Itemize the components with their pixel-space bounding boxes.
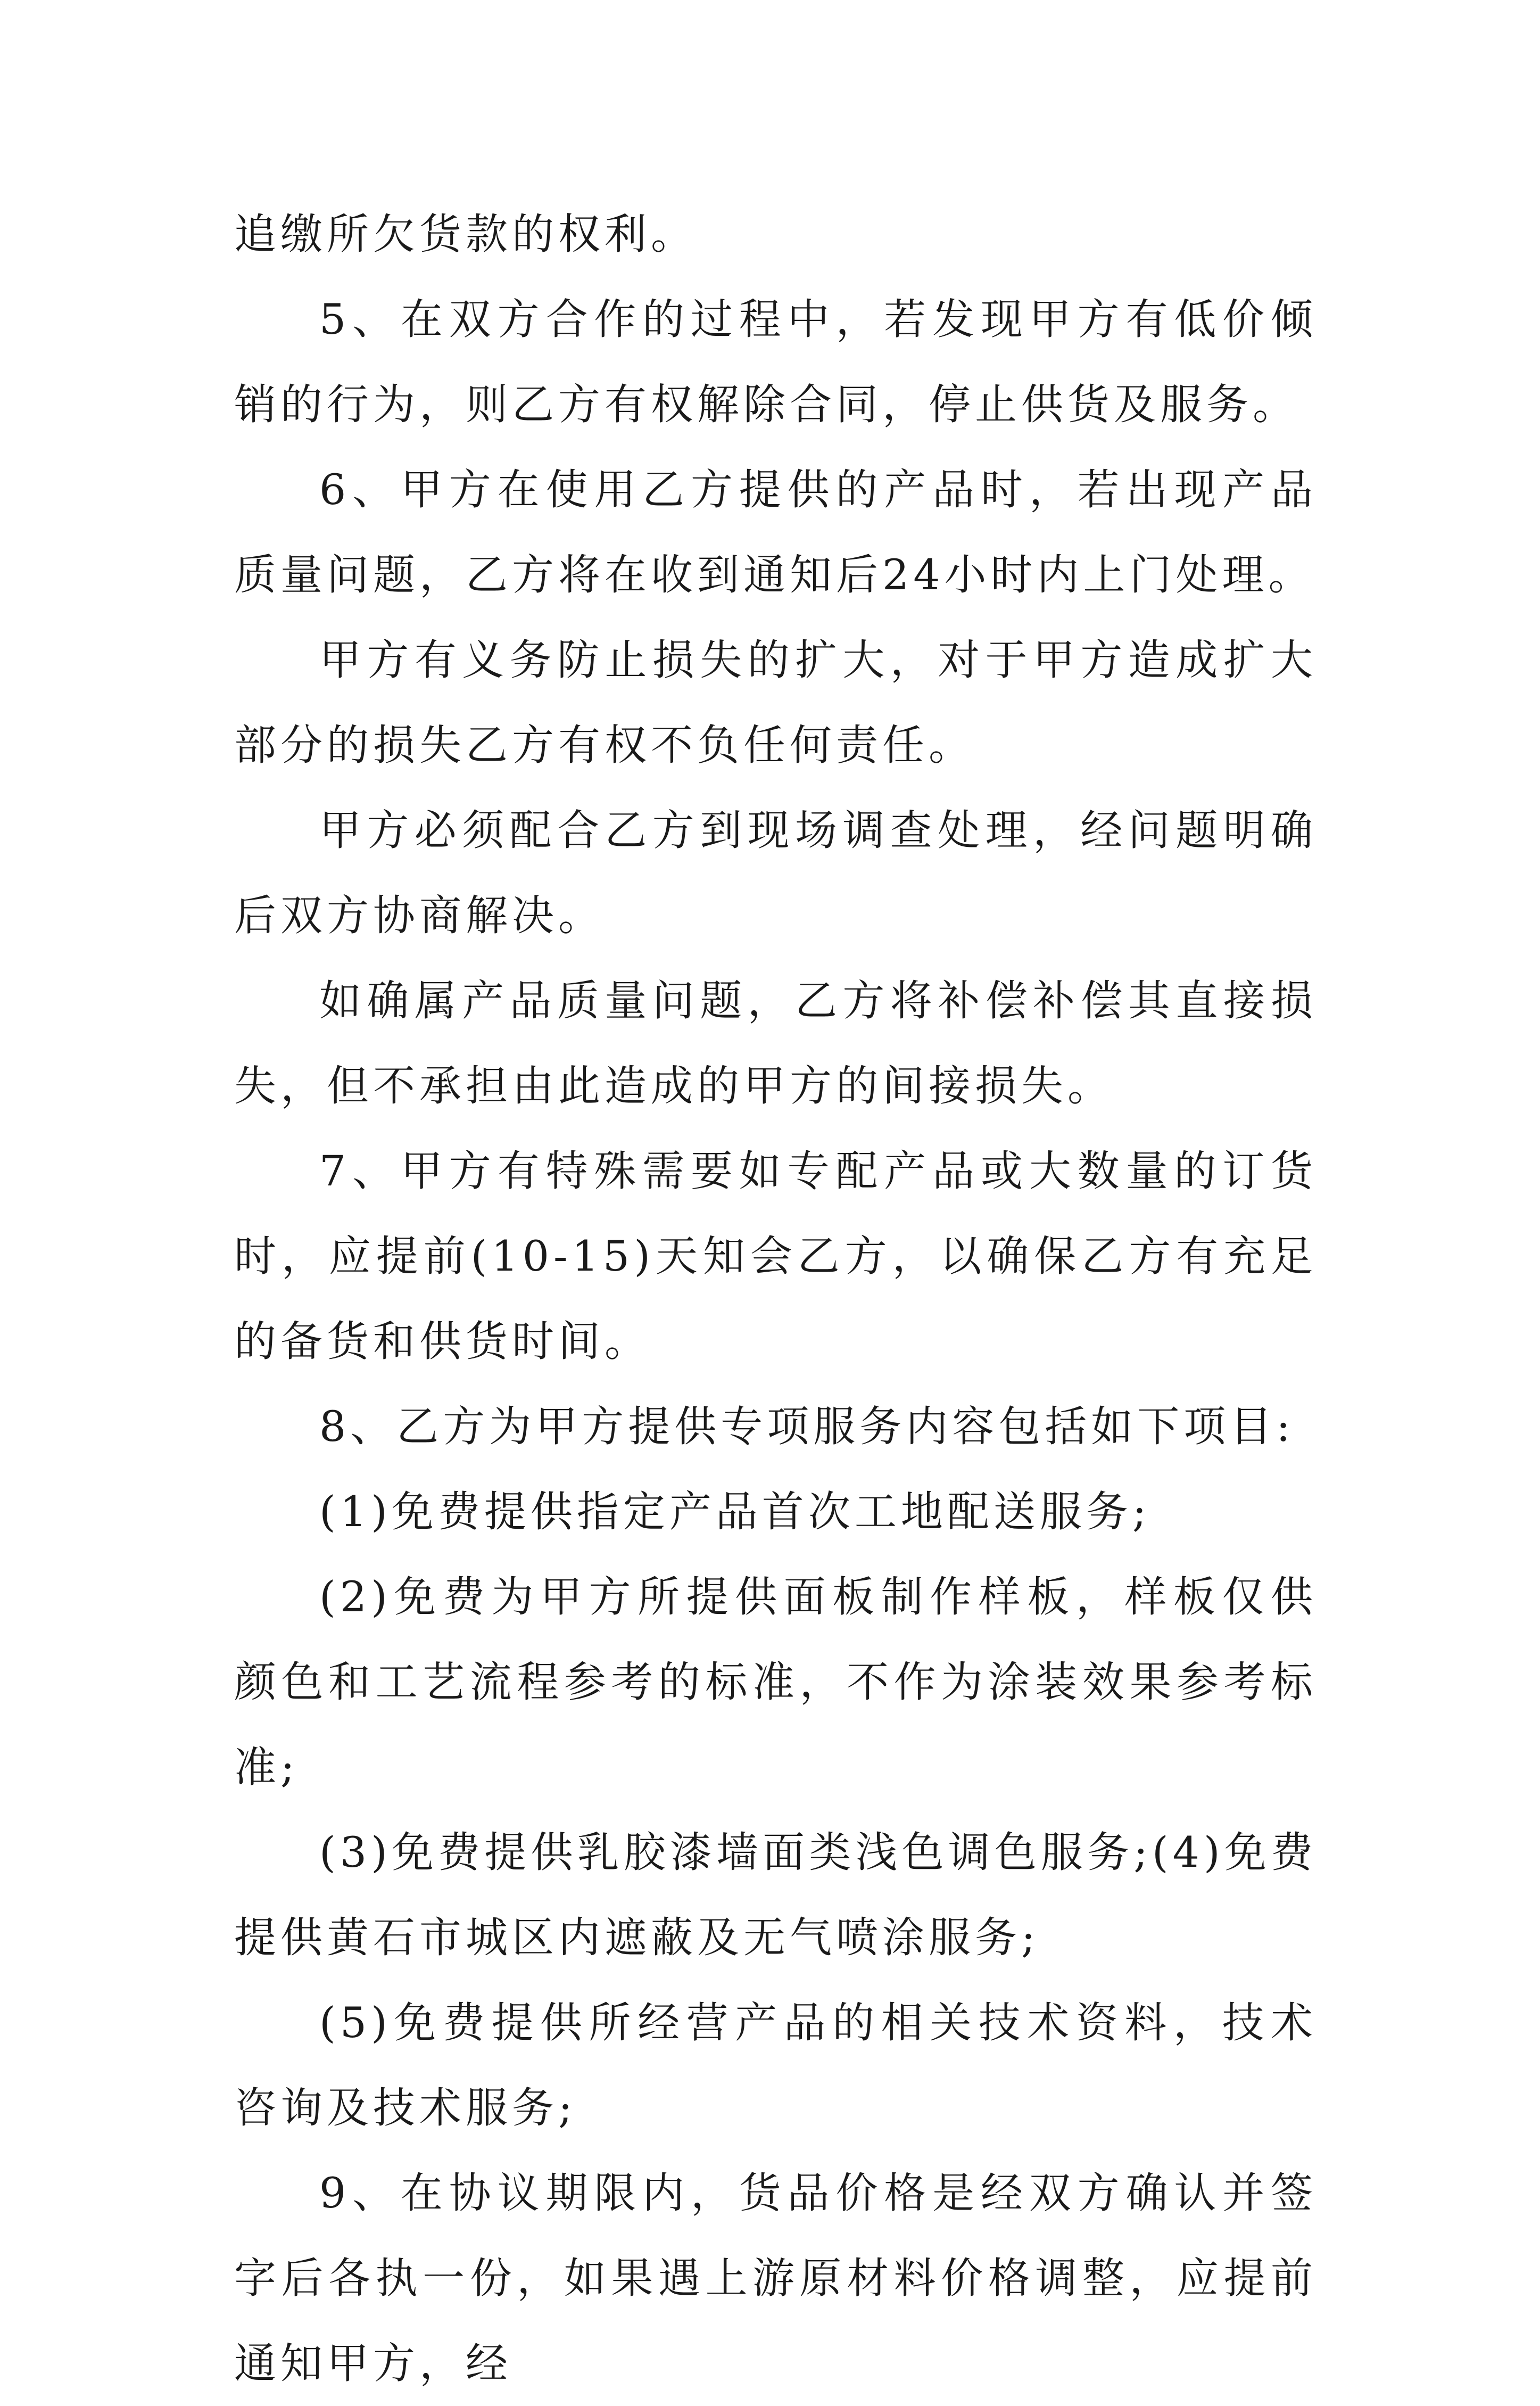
paragraph: 追缴所欠货款的权利。 [234, 210, 697, 259]
clause-6: 6、甲方在使用乙方提供的产品时，若出现产品质量问题，乙方将在收到通知后24小时内上门处理。 [234, 465, 1317, 599]
service-item-1: (1)免费提供指定产品首次工地配送服务; [319, 1487, 1151, 1536]
clause-8: 8、乙方为甲方提供专项服务内容包括如下项目: [319, 1402, 1295, 1451]
service-item-3-4: (3)免费提供乳胶漆墙面类浅色调色服务;(4)免费提供黄石市城区内遮蔽及无气喷涂服务; [234, 1828, 1317, 1962]
clause-9: 9、在协议期限内，货品价格是经双方确认并签字后各执一份，如果遇上游原材料价格调整，应提前通知甲方，经 [234, 2169, 1317, 2388]
clause-5: 5、在双方合作的过程中，若发现甲方有低价倾销的行为，则乙方有权解除合同，停止供货及服务。 [234, 295, 1317, 429]
service-item-5: (5)免费提供所经营产品的相关技术资料，技术咨询及技术服务; [234, 1998, 1317, 2132]
contract-body [234, 192, 1317, 2406]
clause-7: 7、甲方有特殊需要如专配产品或大数量的订货时，应提前(10-15)天知会乙方，以确保乙方有充足的备货和供货时间。 [234, 1147, 1317, 1366]
paragraph: 甲方必须配合乙方到现场调查处理，经问题明确后双方协商解决。 [234, 806, 1317, 940]
paragraph: 甲方有义务防止损失的扩大，对于甲方造成扩大部分的损失乙方有权不负任何责任。 [234, 636, 1317, 770]
service-item-2: (2)免费为甲方所提供面板制作样板，样板仅供颜色和工艺流程参考的标准，不作为涂装效果参考标准; [234, 1572, 1317, 1792]
paragraph: 如确属产品质量问题，乙方将补偿补偿其直接损失，但不承担由此造成的甲方的间接损失。 [234, 976, 1317, 1110]
